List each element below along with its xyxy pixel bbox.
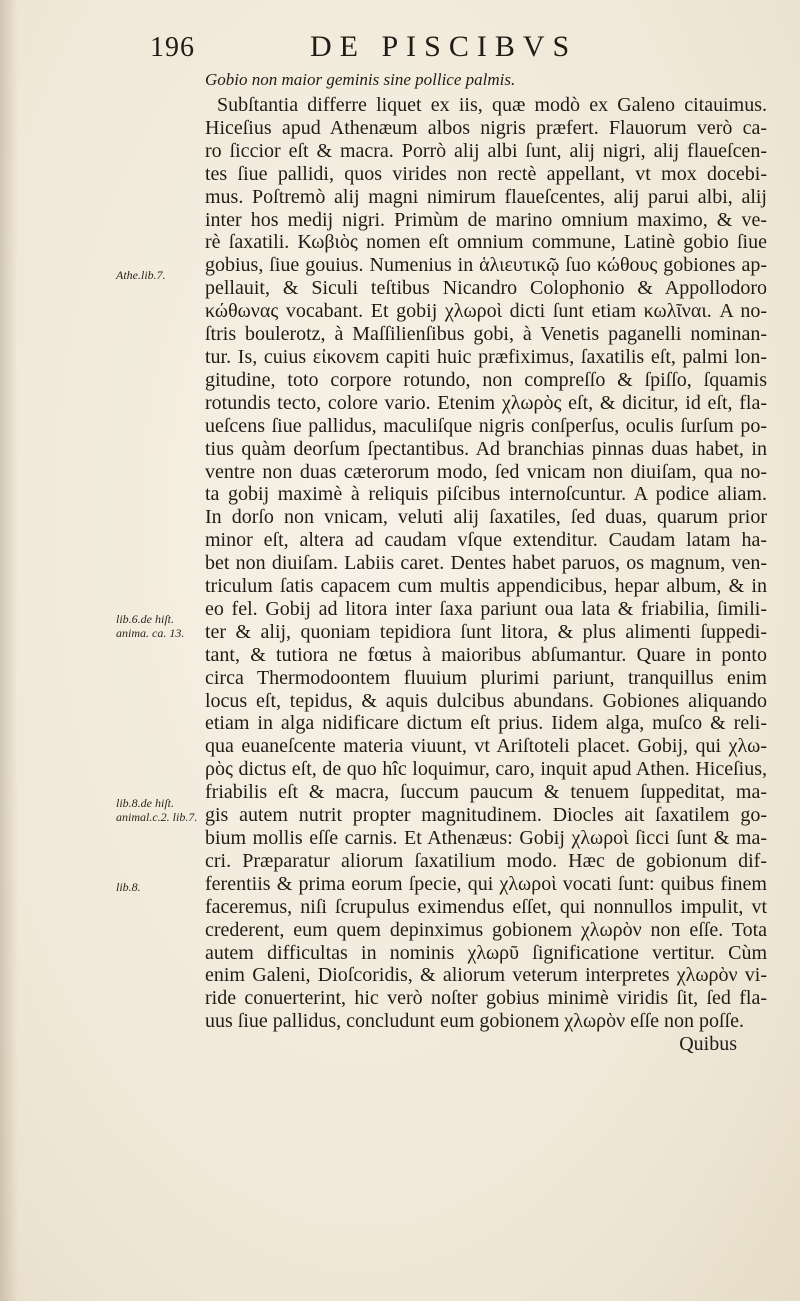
text-line: In dorſo non vnicam, veluti alij ſaxatiles, ſed duas, quarum prior (205, 506, 767, 529)
text-line: qua euaneſcente materia viuunt, vt Ariſtoteli placet. Gobij, qui χλω- (205, 735, 767, 758)
text-line: Subſtantia differre liquet ex iis, quæ modò ex Galeno citauimus. (217, 94, 767, 116)
margin-note: lib.6.de hiſt. anima. ca. 13. (116, 612, 185, 640)
spine-shadow (0, 0, 18, 1301)
text-line: ferentiis & prima eorum ſpecie, qui χλωροὶ vocati ſunt: quibus finem (205, 872, 767, 895)
text-line: mus. Poſtremò alij magni nimirum flaueſcentes, alij parui albi, alij (205, 185, 767, 208)
text-line: faceremus, niſi ſcrupulus eximendus eſſet, qui nonnullos impulit, vt (205, 895, 767, 918)
text-line: Hiceſius apud Athenæum albos nigris præfert. Flauorum verò ca- (205, 116, 767, 139)
text-line: κώθωνας vocabant. Et gobij χλωροὶ dicti ſunt etiam κωλῖναι. A no- (205, 300, 767, 323)
text-line: bium mollis eſſe carnis. Et Athenæus: Gobij χλωροὶ ſicci ſunt & ma- (205, 827, 767, 849)
text-line: crederent, eum quem depinximus gobionem χλωρὸν non eſſe. Tota (205, 918, 767, 941)
text-line: ventre non duas cæterorum modo, ſed vnicam non diuiſam, qua no- (205, 460, 767, 483)
text-line: cri. Præparatur aliorum ſaxatilium modo. Hæc de gobionum dif- (205, 849, 767, 872)
text-line: friabilis eſt & macra, ſuccum paucum & tenuem ſuppeditat, ma- (205, 781, 767, 804)
text-line: triculum ſatis capacem cum multis appendicibus, hepar album, & in (205, 575, 767, 598)
text-line: locus eſt, tepidus, & aquis dulcibus abundans. Gobiones aliquando (205, 689, 767, 712)
catchword: Quibus (679, 1033, 737, 1056)
text-line: enim Galeni, Dioſcoridis, & aliorum veterum interpretes χλωρὸν vi- (205, 964, 767, 987)
text-line: gitudine, toto corpore rotundo, non compreſſo & ſpiſſo, ſquamis (205, 368, 767, 391)
text-line: pellauit, & Siculi teſtibus Nicandro Colophonio & Appollodoro (205, 277, 767, 300)
text-line: ro ſiccior eſt & macra. Porrò alij albi ſunt, alij nigri, alij flaueſcen- (205, 139, 767, 162)
body-text (205, 94, 767, 1056)
text-line: ride conuerterint, hic verò noſter gobius minimè viridis ſit, ſed fla- (205, 987, 767, 1010)
margin-note: lib.8.de hiſt. animal.c.2. lib.7. (116, 796, 198, 824)
margin-note: lib.8. (116, 880, 141, 894)
text-line: gis autem nutrit propter magnitudinem. Diocles ait ſaxatilem go- (205, 804, 767, 827)
text-line: tius quàm deorſum ſpectantibus. Ad branchias pinnas duas habet, in (205, 437, 767, 460)
text-line: minor eſt, altera ad caudam vſque extenditur. Caudam latam ha- (205, 529, 767, 552)
page-header (150, 28, 670, 68)
text-line: bet non diuiſam. Labiis caret. Dentes habet paruos, os magnum, ven- (205, 552, 767, 575)
text-line: ρὸς dictus eſt, de quo hîc loquimur, caro, inquit apud Athen. Hiceſius, (205, 758, 767, 781)
section-subhead: Gobio non maior geminis sine pollice palmis. (205, 70, 516, 89)
text-line: autem difficultas in nominis χλωρῦ ſignificatione vertitur. Cùm (205, 941, 767, 964)
text-line: tur. Is, cuius εἰκονεm capiti huic præfiximus, ſaxatilis eſt, palmi lon- (205, 345, 767, 368)
text-line: circa Thermodoontem fluuium plurimi pariunt, tranquillus enim (205, 666, 767, 689)
text-line: rotundis tecto, colore vario. Etenim χλωρὸς eſt, & dicitur, id eſt, fla- (205, 391, 767, 414)
text-line: etiam in alga nidificare dictum eſt prius. Iidem alga, muſco & reli- (205, 712, 767, 735)
text-line: ter & alij, quoniam tepidiora ſunt litora, & plus alimenti ſuppedi- (205, 620, 767, 643)
text-line: tes ſiue pallidi, quos virides non rectè appellant, vt mox docebi- (205, 162, 767, 185)
text-line: ueſcens ſiue pallidus, maculiſque nigris conſperſus, oculis ſurſum po- (205, 414, 767, 437)
text-line: tant, & tutiora ne fœtus à maioribus abſumantur. Quare in ponto (205, 643, 767, 666)
text-line: rè ſaxatili. Κωβιὸς nomen eſt omnium commune, Latinè gobio ſiue (205, 231, 767, 254)
text-line: ta gobij maximè à reliquis piſcibus internoſcuntur. A podice aliam. (205, 483, 767, 506)
margin-note: Athe.lib.7. (116, 268, 166, 282)
running-title: DE PISCIBVS (310, 30, 578, 63)
page-number: 196 (150, 32, 195, 63)
text-line: inter hos medij nigri. Primùm de marino omnium maximo, & ve- (205, 208, 767, 231)
text-line: eo fel. Gobij ad litora inter ſaxa pariunt oua lata & friabilia, ſimili- (205, 597, 767, 620)
text-line: ſtris boulerotz, à Maſſilienſibus gobi, à Venetis paganelli nominan- (205, 323, 767, 346)
text-line: gobius, ſiue gouius. Numenius in ἁλιευτικῷ ſuo κώθους gobiones ap- (205, 254, 767, 277)
text-line: uus ſiue pallidus, concludunt eum gobionem χλωρὸν eſſe non poſſe. (205, 1010, 745, 1033)
